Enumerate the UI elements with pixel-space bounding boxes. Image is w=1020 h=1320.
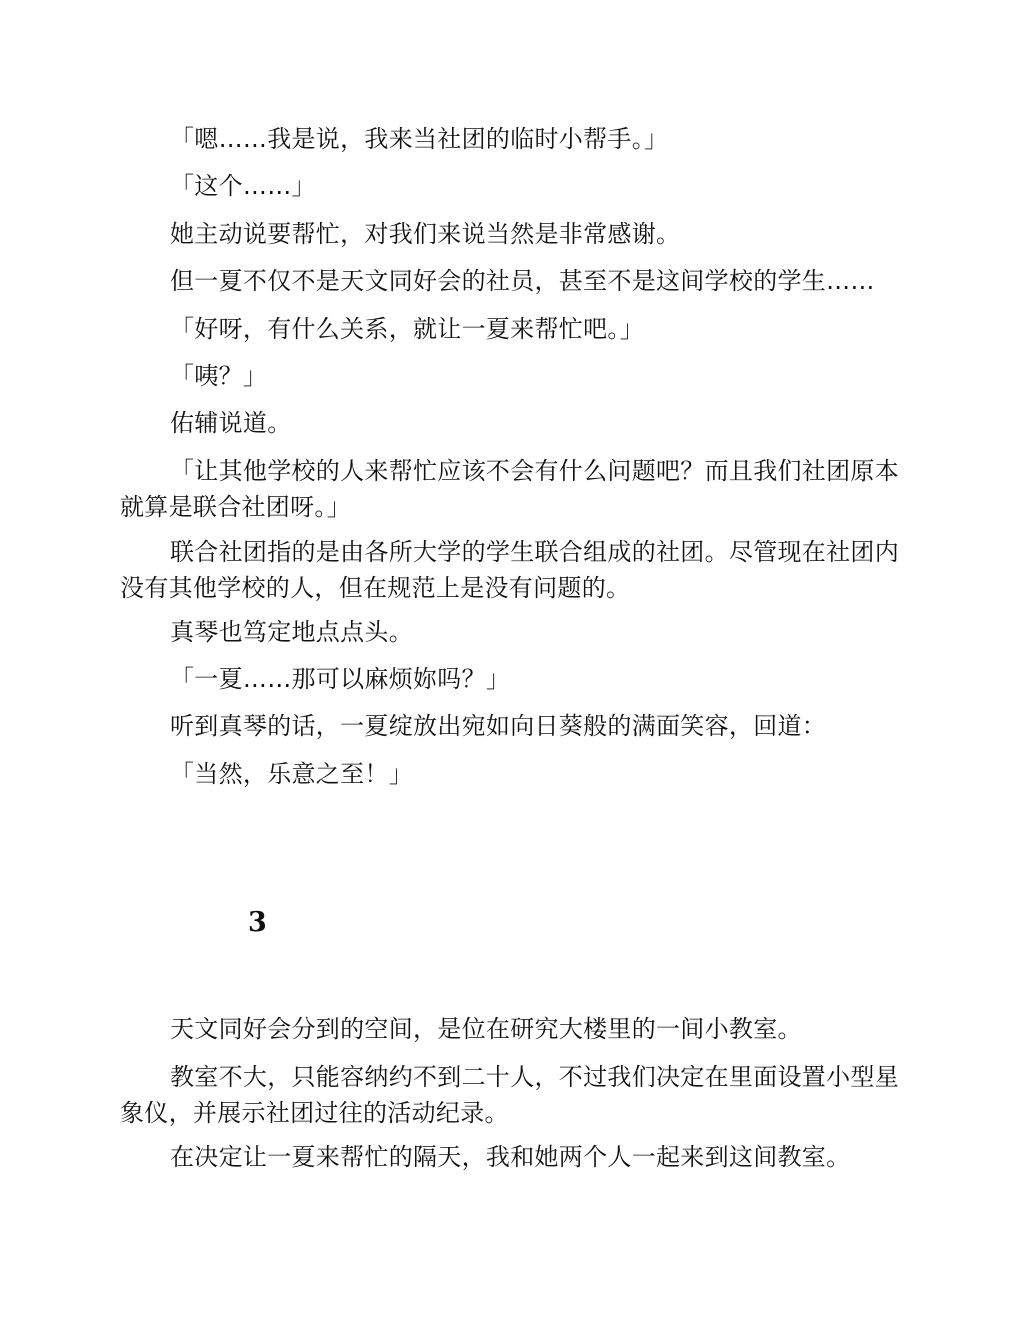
- paragraph: 佑辅说道。: [170, 409, 292, 437]
- paragraph: 「当然，乐意之至！」: [170, 760, 413, 788]
- paragraph: 听到真琴的话，一夏绽放出宛如向日葵般的满面笑容，回道：: [170, 712, 827, 740]
- section-heading: 3: [248, 907, 267, 938]
- paragraph: 但一夏不仅不是天文同好会的社员，甚至不是这间学校的学生……: [170, 267, 875, 295]
- paragraph: 真琴也笃定地点点头。: [170, 618, 413, 646]
- paragraph: 天文同好会分到的空间，是位在研究大楼里的一间小教室。: [170, 1015, 802, 1043]
- paragraph: 在决定让一夏来帮忙的隔天，我和她两个人一起来到这间教室。: [170, 1143, 851, 1171]
- paragraph: 「让其他学校的人来帮忙应该不会有什么问题吧？而且我们社团原本就算是联合社团呀。」: [120, 457, 899, 521]
- paragraph: 「咦？」: [170, 362, 268, 390]
- paragraph: 「嗯……我是说，我来当社团的临时小帮手。」: [170, 125, 669, 153]
- paragraph: 「好呀，有什么关系，就让一夏来帮忙吧。」: [170, 315, 644, 343]
- paragraph: 「这个……」: [170, 172, 316, 200]
- paragraph: 联合社团指的是由各所大学的学生联合组成的社团。尽管现在社团内没有其他学校的人，但在规范上是没有问题的。: [120, 538, 899, 602]
- paragraph: 「一夏……那可以麻烦妳吗？」: [170, 665, 511, 693]
- paragraph: 教室不大，只能容纳约不到二十人，不过我们决定在里面设置小型星象仪，并展示社团过往的活动纪录。: [120, 1063, 899, 1127]
- paragraph: 她主动说要帮忙，对我们来说当然是非常感谢。: [170, 220, 681, 248]
